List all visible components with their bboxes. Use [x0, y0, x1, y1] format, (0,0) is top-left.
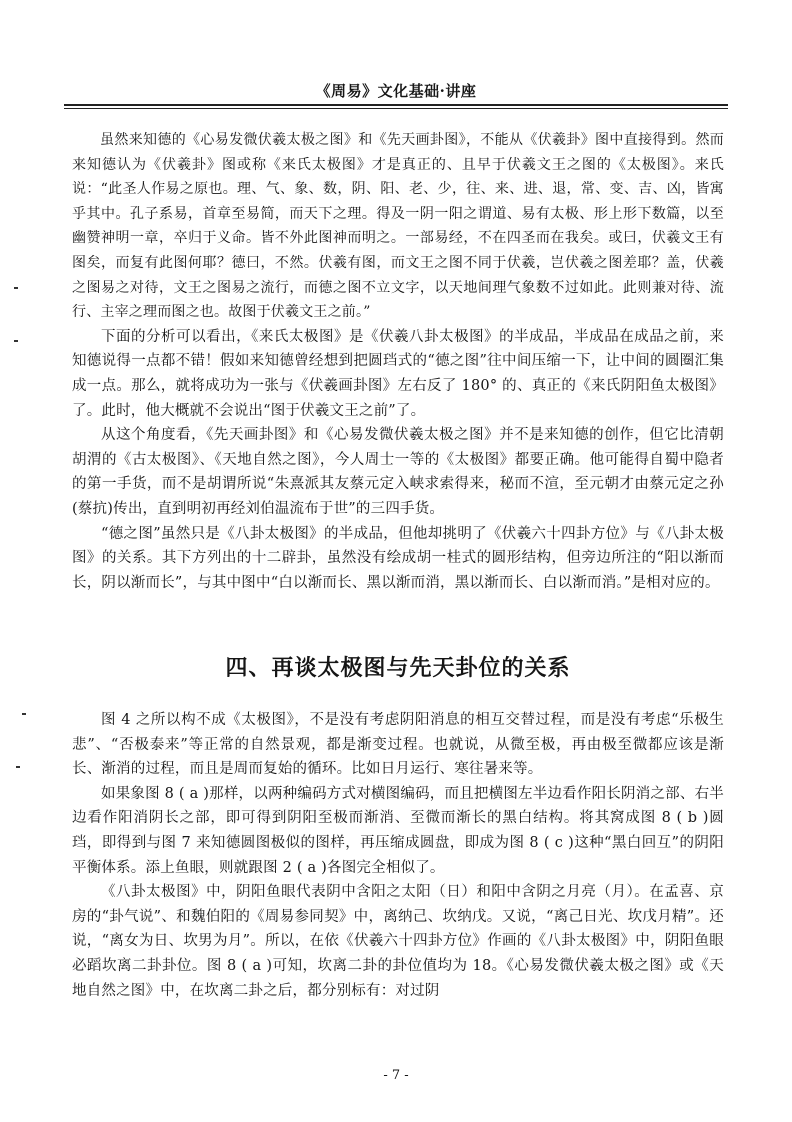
scan-mark — [14, 340, 18, 342]
paragraph: 如果象图 8 ( a )那样，以两种编码方式对横图编码，而且把横图左半边看作阳长阴消之部、右半边看作阳消阴长之部，即可得到阴阳至极而渐消、至微而渐长的黑白结构。将其窝成图 8 ( b )圆珰，即得到与图 7 来知德圆图极似的图样，再压缩成圆盘，即成为图 8 ( c )这种“黑白回互”的阴阳平衡体系。添上鱼眼，则就跟图 2 ( a )各图完全相似了。 — [72, 785, 724, 876]
paragraph: 图 4 之所以构不成《太极图》，不是没有考虑阴阳消息的相互交替过程，而是没有考虑“乐极生悲”、“否极泰来”等正常的自然景观，都是渐变过程。也就说，从微至极，再由极至微都应该是渐长、渐消的过程，而且是周而复始的循环。比如日月运行、寒往暑来等。 — [72, 712, 724, 778]
page-number: - 7 - — [383, 1068, 409, 1083]
paragraph: 从这个角度看，《先天画卦图》和《心易发微伏羲太极之图》并不是来知德的创作，但它比清朝胡渭的《古太极图》、《天地自然之图》，今人周士一等的《太极图》都要正确。他可能得自蜀中隐者的第一手货，而不是胡谓所说“朱熹派其友蔡元定入峡求索得来，秘而不渲，至元朝才由蔡元定之孙(蔡抗)传出，直到明初再经刘伯温流布于世”的三四手货。 — [72, 427, 724, 517]
scan-mark — [14, 287, 18, 289]
scan-mark — [22, 713, 26, 715]
header-rule — [64, 104, 728, 109]
scan-mark — [16, 766, 20, 768]
paragraph: 虽然来知德的《心易发微伏羲太极之图》和《先天画卦图》，不能从《伏羲卦》图中直接得到。然而来知德认为《伏羲卦》图或称《来氏太极图》才是真正的、且早于伏羲文王之图的《太极图》。来氏说：“此圣人作易之原也。理、气、象、数，阴、阳、老、少，往、来、进、退，常、变、吉、凶，皆寓乎其中。孔子系易，首章至易简，而天下之理。得及一阴一阳之谓道、易有太极、形上形下数篇，以至幽赞神明一章，卒归于义命。皆不外此图神而明之。一部易经，不在四圣而在我矣。或曰，伏羲文王有图矣，而复有此图何耶？德曰，不然。伏羲有图，而文王之图不同于伏羲，岂伏羲之图差耶？盖，伏羲之图易之对待，文王之图易之流行，而德之图不立文字，以天地间理气象数不过如此。此则兼对待、流行、主宰之理而图之也。故图于伏羲文王之前。” — [72, 132, 724, 321]
section-heading: 四、再谈太极图与先天卦位的关系 — [225, 655, 571, 681]
paragraph: “德之图”虽然只是《八卦太极图》的半成品，但他却挑明了《伏羲六十四卦方位》与《八卦太极图》的关系。其下方列出的十二辟卦，虽然没有绘成胡一桂式的圆形结构，但旁边所注的“阳以渐而长，阴以渐而长”，与其中图中“白以渐而长、黑以渐而消，黑以渐而长、白以渐而消。”是相对应的。 — [72, 525, 724, 591]
paragraph: 《八卦太极图》中，阴阳鱼眼代表阴中含阳之太阳（日）和阳中含阴之月亮（月）。在孟喜、京房的“卦气说”、和魏伯阳的《周易参同契》中，离纳己、坎纳戊。又说，“离己日光、坎戊月精”。还说，“离女为日、坎男为月”。所以，在依《伏羲六十四卦方位》作画的《八卦太极图》中，阴阳鱼眼必蹈坎离二卦卦位。图 8 ( a )可知，坎离二卦的卦位值均为 18。《心易发微伏羲太极之图》或《天地自然之图》中，在坎离二卦之后，都分别标有：对过阴 — [72, 884, 724, 999]
body-text-top — [72, 128, 724, 595]
body-text-bottom — [72, 708, 724, 1003]
running-header: 《周易》文化基础·讲座 — [315, 82, 477, 100]
paragraph: 下面的分析可以看出，《来氏太极图》是《伏羲八卦太极图》的半成品，半成品在成品之前，来知德说得一点都不错！假如来知德曾经想到把圆珰式的“德之图”往中间压缩一下，让中间的圆圈汇集成一点。那么，就将成功为一张与《伏羲画卦图》左右反了 180° 的、真正的《来氏阴阳鱼太极图》了。此时，他大概就不会说出“图于伏羲文王之前”了。 — [72, 328, 724, 419]
